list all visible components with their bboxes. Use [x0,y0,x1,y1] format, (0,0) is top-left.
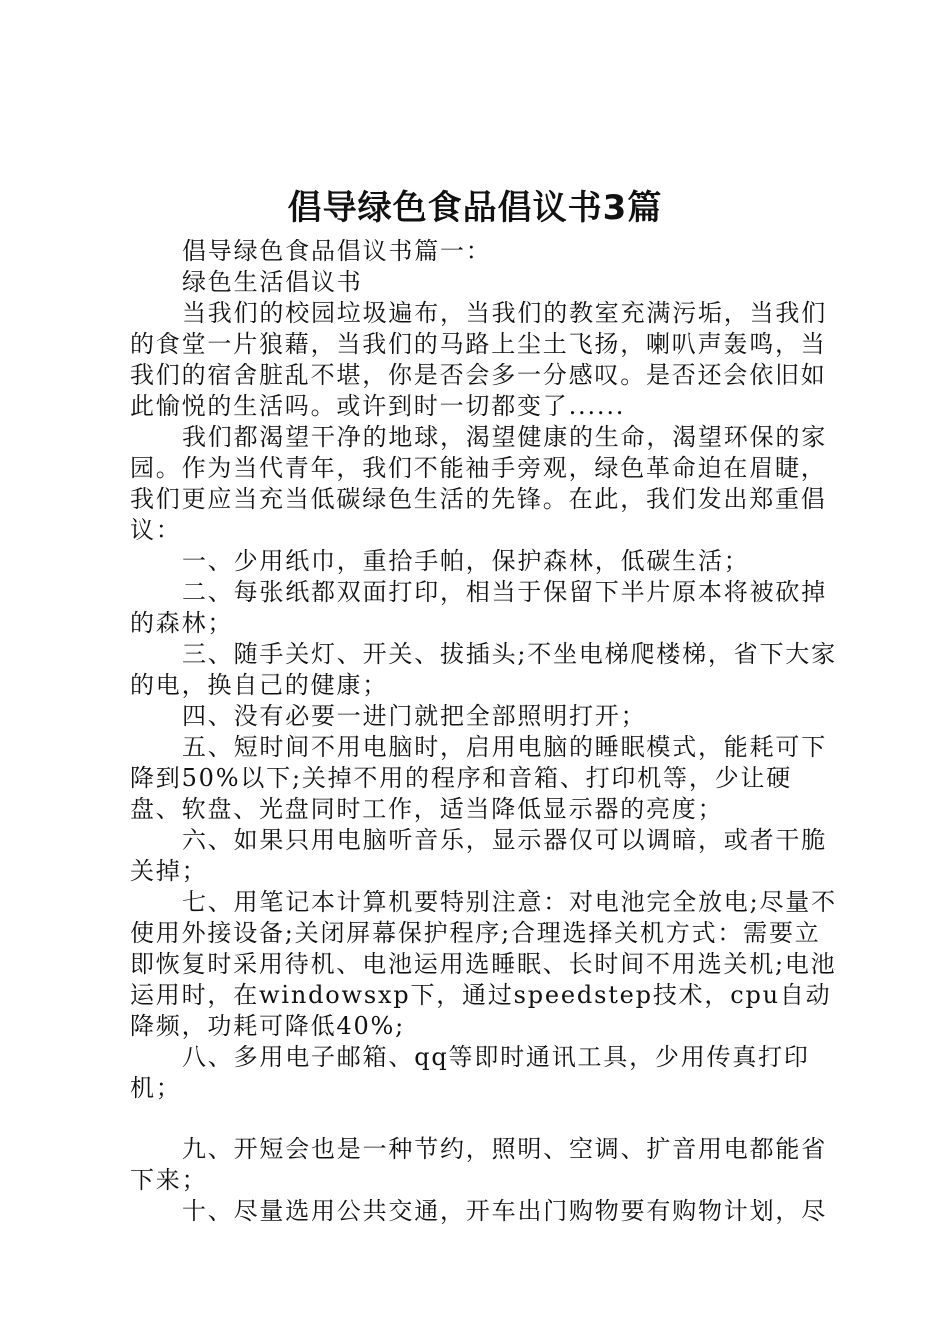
list-item: 三、随手关灯、开关、拔插头;不坐电梯爬楼梯，省下大家的电，换自己的健康； [130,640,837,699]
subsection-heading: 绿色生活倡议书 [182,268,363,296]
list-item: 四、没有必要一进门就把全部照明打开； [182,702,647,730]
paragraph: 当我们的校园垃圾遍布，当我们的教室充满污垢，当我们的食堂一片狼藉，当我们的马路上尘土飞扬，喇叭声轰鸣，当我们的宿舍脏乱不堪，你是否会多一分感叹。是否还会依旧如此愉悦的生活吗。或许到时一切都变了...... [130,299,827,420]
document-title: 倡导绿色食品倡议书3篇 [287,188,663,228]
list-item: 一、少用纸巾，重拾手帕，保护森林，低碳生活； [182,547,750,575]
list-item: 七、用笔记本计算机要特别注意：对电池完全放电;尽量不使用外接设备;关闭屏幕保护程序;合理选择关机方式：需要立即恢复时采用待机、电池运用选睡眠、长时间不用选关机;电池运用时，在windowsxp下，通过speedstep技术，cpu自动降频，功耗可降低40%; [130,888,837,1040]
list-item: 八、多用电子邮箱、qq等即时通讯工具，少用传真打印机； [130,1043,810,1102]
section-heading: 倡导绿色食品倡议书篇一： [182,237,492,265]
blank-line [130,1104,840,1134]
list-item: 六、如果只用电脑听音乐，显示器仅可以调暗，或者干脆关掉； [130,826,827,885]
list-item: 九、开短会也是一种节约，照明、空调、扩音用电都能省下来； [130,1135,827,1194]
list-item: 二、每张纸都双面打印，相当于保留下半片原本将被砍掉的森林； [130,578,827,637]
paragraph: 我们都渴望干净的地球，渴望健康的生命，渴望环保的家园。作为当代青年，我们不能袖手旁观，绿色革命迫在眉睫，我们更应当充当低碳绿色生活的先锋。在此，我们发出郑重倡议： [130,423,827,544]
document-body [130,236,840,1227]
list-item: 五、短时间不用电脑时，启用电脑的睡眠模式，能耗可下降到50%以下;关掉不用的程序和音箱、打印机等，少让硬盘、软盘、光盘同时工作，适当降低显示器的亮度； [130,733,827,823]
list-item: 十、尽量选用公共交通，开车出门购物要有购物计划，尽 [182,1197,827,1225]
